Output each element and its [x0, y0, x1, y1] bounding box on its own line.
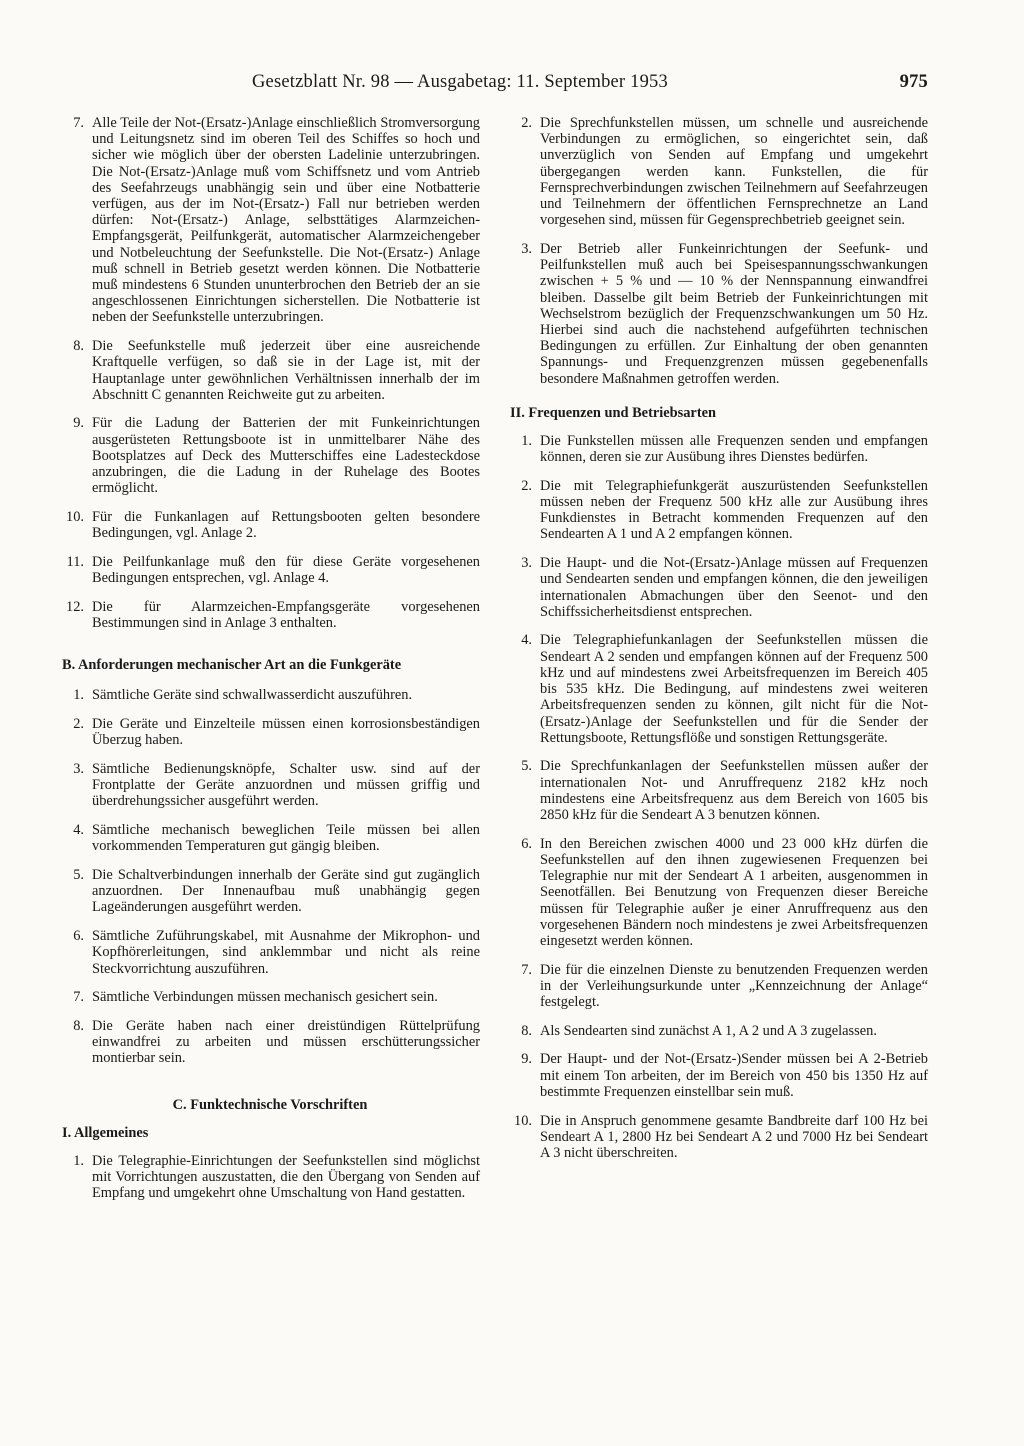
list-item — [60, 687, 480, 703]
list-item — [60, 1153, 480, 1202]
item-number: 6. — [73, 928, 84, 945]
item-number: 7. — [73, 115, 84, 131]
item-text: Alle Teile der Not-(Ersatz-)Anlage einschließlich Stromversorgung und Leitungsnetz sind im oberen Teil des Schiffes so hoch und sicher wie möglich über der obersten Ladelinie unterzubringen. Die Not-(Ersatz-)Anlage muß vom Schiffsnetz und vom Antrieb des Seefahrzeugs unabhängig sein und über eine Notbatterie verfügen, aus der im Not-(Ersatz-) Fall nur betrieben werden dürfen: Not-(Ersatz-) Anlage, selbsttätiges Alarmzeichen-Empfangsgerät, Peilfunkgerät, automatischer Alarmzeichengeber und Notbeleuchtung der Seefunkstelle. Die Not-(Ersatz-) Anlage muß schnell in Betrieb gesetzt werden können. Die Notbatterie muß mindestens 6 Stunden ununterbrochen den Betrieb der an sie angeschlossenen Einrichtungen sicherstellen. Die Notbatterie ist neben der Seefunkstelle unterzubringen. — [92, 115, 480, 326]
item-text: Die Funkstellen müssen alle Frequenzen senden und empfangen können, deren sie zur Ausübung ihres Dienstes bedürfen. — [540, 432, 928, 466]
section-b-title: B. Anforderungen mechanischer Art an die Funkgeräte — [62, 657, 402, 674]
list-item — [508, 1051, 928, 1100]
list-item — [60, 599, 480, 631]
item-number: 1. — [73, 1152, 84, 1169]
item-text: Die Telegraphiefunkanlagen der Seefunkstellen müssen die Sendeart A 2 senden und empfangen können auf der Frequenz 500 kHz und auf mindestens zwei Arbeitsfrequenzen im Bereich 405 bis 535 kHz. Die Bedingung, auf mindestens zwei weiteren Arbeitsfrequenzen senden zu können, gilt nicht für die Not-(Ersatz-)Anlage der Seefunkstellen und für die Sender der Rettungsboote, Rettungsflöße und sonstigen Rettungsgeräte. — [540, 632, 928, 746]
item-text: Die Seefunkstelle muß jederzeit über eine ausreichende Kraftquelle verfügen, so daß sie in der Lage ist, mit der Hauptanlage unter gewöhnlichen Verhältnissen innerhalb der im Abschnitt C genannten Reichweite gut zu arbeiten. — [92, 338, 480, 403]
item-number: 4. — [521, 632, 532, 649]
list-item — [60, 115, 480, 326]
left-column — [60, 115, 480, 1214]
item-number: 5. — [73, 867, 84, 884]
item-number: 1. — [521, 432, 532, 449]
list-item — [60, 822, 480, 854]
item-text: Die für die einzelnen Dienste zu benutzenden Frequenzen werden in der Verleihungsurkunde unter „Kennzeichnung der Anlage“ festgelegt. — [540, 961, 928, 1011]
item-text: Für die Funkanlagen auf Rettungsbooten gelten besondere Bedingungen, vgl. Anlage 2. — [92, 508, 480, 542]
item-number: 2. — [73, 716, 84, 733]
list-item — [508, 433, 928, 465]
item-text: Die Schaltverbindungen innerhalb der Geräte sind gut zugänglich anzuordnen. Der Innenaufbau muß unabhängig gegen Lageänderungen ausgeführt werden. — [92, 867, 480, 916]
item-number: 9. — [73, 415, 84, 432]
item-number: 10. — [66, 508, 84, 525]
item-number: 7. — [73, 989, 84, 1006]
list-item — [508, 1023, 928, 1039]
item-text: Die Haupt- und die Not-(Ersatz-)Anlage müssen auf Frequenzen und Sendearten senden und empfangen können, die den jeweiligen internationalen Abmachungen über den Seenot- und den Schiffssicherheitsdienst entsprechen. — [540, 555, 928, 620]
item-text: Die Sprechfunkstellen müssen, um schnelle und ausreichende Verbindungen zu ermöglichen, so eingerichtet sein, daß unverzüglich von Senden auf Empfang und umgekehrt übergegangen werden kann. Funkstellen, die für Fernsprechverbindungen zwischen Teilnehmern auf Seefahrzeugen und Teilnehmern der öffentlichen Fernsprechnetze an Land vorgesehen sind, müssen für Gegensprechbetrieb geeignet sein. — [540, 115, 928, 229]
list-item — [60, 989, 480, 1005]
list-item — [60, 761, 480, 810]
item-text: In den Bereichen zwischen 4000 und 23 000 kHz dürfen die Seefunkstellen auf den ihnen zugewiesenen Frequenzen bei Telegraphie nur mit der Sendeart A 1 arbeiten, ausgenommen in Seenotfällen. Bei Benutzung von Frequenzen dieser Bereiche müssen für Telegraphie außer je einer Anruffrequenz aus den vorgesehenen Bändern noch mindestens je zwei Arbeitsfrequenzen eingesetzt werden können. — [540, 835, 928, 949]
item-number: 1. — [73, 687, 84, 704]
item-number: 8. — [73, 338, 84, 355]
item-text: Die mit Telegraphiefunkgerät auszurüstenden Seefunkstellen müssen neben der Frequenz 500 kHz alle zur Ausübung ihres Funkdienstes in Betracht kommenden Frequenzen auf den Sendearten A 1 und A 2 empfangen können. — [540, 477, 928, 543]
section-c-i-title: I. Allgemeines — [62, 1124, 149, 1141]
item-number: 3. — [521, 555, 532, 572]
page-number: 975 — [899, 72, 928, 92]
item-text: Die Telegraphie-Einrichtungen der Seefunkstellen sind möglichst mit Vorrichtungen auszustatten, die den Übergang von Senden auf Empfang und umgekehrt ohne Umschaltung von Hand gestatten. — [92, 1152, 480, 1202]
list-item — [508, 555, 928, 620]
item-number: 8. — [73, 1017, 84, 1034]
list-item — [508, 836, 928, 949]
list-item — [60, 867, 480, 916]
header-title: Gesetzblatt Nr. 98 — Ausgabetag: 11. September 1953 — [252, 72, 668, 92]
section-c-ii-title: II. Frequenzen und Betriebsarten — [510, 404, 717, 421]
right-column — [508, 115, 928, 1174]
item-number: 3. — [521, 240, 532, 257]
item-text: Der Haupt- und der Not-(Ersatz-)Sender müssen bei A 2-Betrieb mit einem Ton arbeiten, der im Bereich von 450 bis 1350 Hz auf bestimmte Frequenzen einstellbar sein muß. — [540, 1051, 928, 1100]
section-c-title: C. Funktechnische Vorschriften — [172, 1096, 368, 1113]
list-item — [508, 632, 928, 745]
item-text: Für die Ladung der Batterien der mit Funkeinrichtungen ausgerüsteten Rettungsboote ist in unmittelbarer Nähe des Bootsplatzes auf Deck des Mutterschiffes eine Ladesteckdose anzubringen, die die Ladung in der Ruhelage des Bootes ermöglicht. — [92, 415, 480, 497]
list-item — [508, 1113, 928, 1162]
item-text: Sämtliche Geräte sind schwallwasserdicht auszuführen. — [92, 687, 413, 704]
item-text: Als Sendearten sind zunächst A 1, A 2 und A 3 zugelassen. — [540, 1022, 877, 1039]
item-text: Die Geräte haben nach einer dreistündigen Rüttelprüfung einwandfrei zu arbeiten und müssen erschütterungssicher montierbar sein. — [92, 1017, 480, 1067]
list-item — [508, 962, 928, 1011]
item-number: 8. — [521, 1022, 532, 1039]
list-item — [60, 415, 480, 496]
list-item — [60, 716, 480, 748]
item-text: Sämtliche Zuführungskabel, mit Ausnahme der Mikrophon- und Kopfhörerleitungen, sind anklemmbar und nicht als reine Steckvorrichtung auszuführen. — [92, 928, 480, 977]
list-item — [508, 478, 928, 543]
item-number: 10. — [514, 1112, 532, 1129]
item-number: 5. — [521, 758, 532, 775]
item-number: 7. — [521, 961, 532, 978]
item-text: Die Peilfunkanlage muß den für diese Geräte vorgesehenen Bedingungen entsprechen, vgl. Anlage 4. — [92, 553, 480, 587]
page-header — [252, 72, 928, 93]
list-item — [508, 241, 928, 387]
item-number: 9. — [521, 1051, 532, 1068]
item-number: 3. — [73, 761, 84, 777]
list-item — [508, 758, 928, 823]
item-number: 11. — [66, 553, 84, 570]
item-text: Sämtliche Verbindungen müssen mechanisch gesichert sein. — [92, 989, 438, 1006]
item-number: 6. — [521, 835, 532, 852]
item-number: 2. — [521, 477, 532, 494]
list-item — [60, 928, 480, 977]
item-text: Die für Alarmzeichen-Empfangsgeräte vorgesehenen Bestimmungen sind in Anlage 3 enthalten. — [92, 598, 480, 631]
list-item — [60, 1018, 480, 1067]
list-item — [60, 554, 480, 586]
list-item — [508, 115, 928, 228]
item-text: Die in Anspruch genommene gesamte Bandbreite darf 100 Hz bei Sendeart A 1, 2800 Hz bei Sendeart A 2 und 7000 Hz bei Sendeart A 3 nicht überschreiten. — [540, 1112, 928, 1161]
item-text: Die Geräte und Einzelteile müssen einen korrosionsbeständigen Überzug haben. — [92, 716, 480, 749]
list-item — [60, 509, 480, 541]
item-text: Der Betrieb aller Funkeinrichtungen der Seefunk- und Peilfunkstellen muß auch bei Speisespannungsschwankungen zwischen + 5 % und — 10 % der Nennspannung einwandfrei bleiben. Dasselbe gilt beim Betrieb der Funkeinrichtungen mit Wechselstrom bezüglich der Frequenzschwankungen um 50 Hz. Hierbei sind auch die nachstehend aufgeführten technischen Bedingungen zu erfüllen. Zur Einhaltung der oben genannten Spannungs- und Frequenzgrenzen müssen gegebenenfalls besondere Maßnahmen getroffen werden. — [540, 240, 928, 387]
item-number: 12. — [66, 598, 84, 615]
item-number: 4. — [73, 822, 84, 839]
item-number: 2. — [521, 115, 532, 131]
item-text: Sämtliche mechanisch beweglichen Teile müssen bei allen vorkommenden Temperaturen gut gängig bleiben. — [92, 822, 480, 855]
item-text: Die Sprechfunkanlagen der Seefunkstellen müssen außer der internationalen Not- und Anruffrequenz 2182 kHz noch mindestens eine Arbeitsfrequenz aus dem Bereich von 1605 bis 2850 kHz für die Sendeart A 3 benutzen können. — [540, 758, 928, 824]
item-text: Sämtliche Bedienungsknöpfe, Schalter usw. sind auf der Frontplatte der Geräte anzuordnen und müssen griffig und überdrehungssicher ausgeführt werden. — [92, 761, 480, 810]
list-item — [60, 338, 480, 403]
